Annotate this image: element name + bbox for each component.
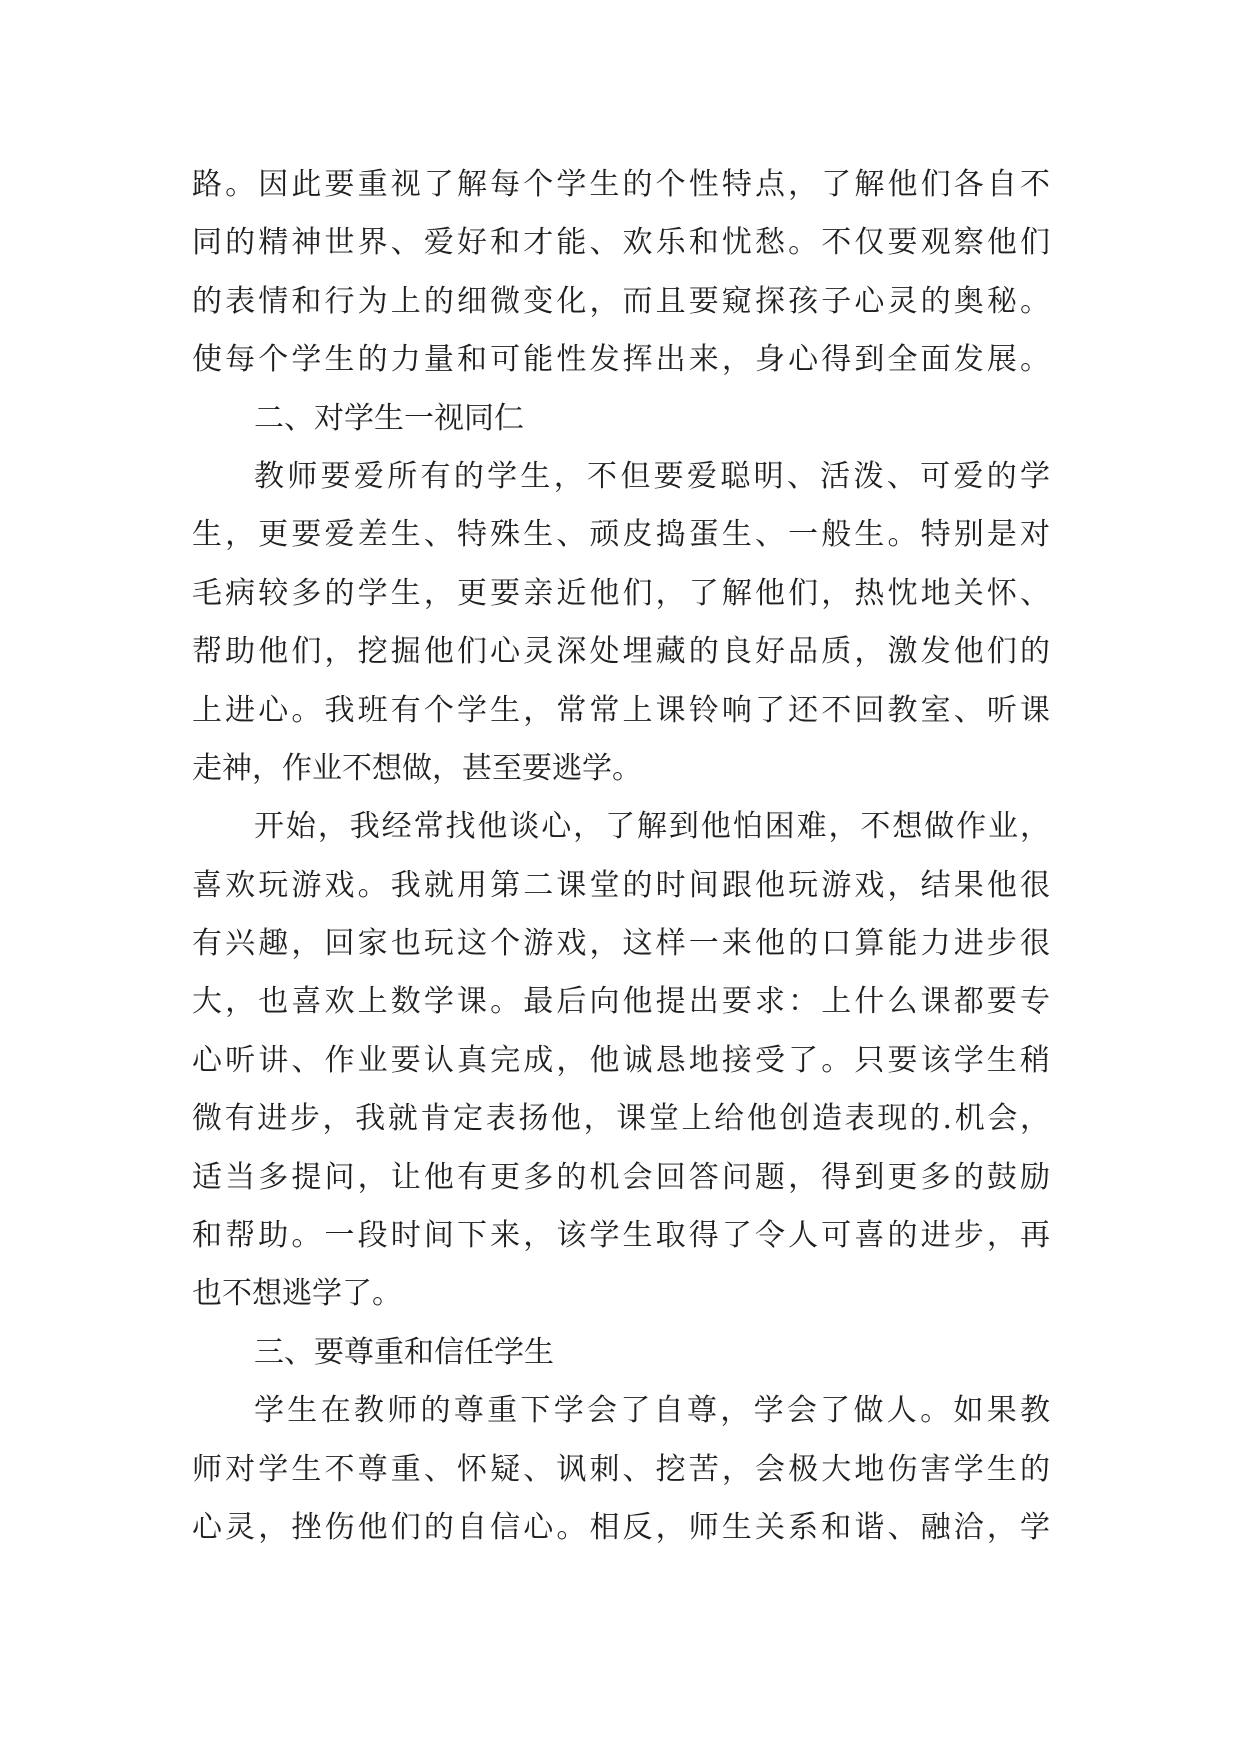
text-line: 心灵，挫伤他们的自信心。相反，师生关系和谐、融洽，学: [192, 1509, 1050, 1545]
text-line: 路。因此要重视了解每个学生的个性特点，了解他们各自不: [192, 167, 1050, 202]
text-line: 师对学生不尊重、怀疑、讽刺、挖苦，会极大地伤害学生的: [192, 1451, 1050, 1487]
text-line: 帮助他们，挖掘他们心灵深处埋藏的良好品质，激发他们的: [192, 634, 1050, 670]
text-line: 生，更要爱差生、特殊生、顽皮捣蛋生、一般生。特别是对: [192, 517, 1050, 553]
text-line: 喜欢玩游戏。我就用第二课堂的时间跟他玩游戏，结果他很: [192, 867, 1050, 903]
text-line: 使每个学生的力量和可能性发挥出来，身心得到全面发展。: [192, 342, 1050, 378]
text-line: 教师要爱所有的学生，不但要爱聪明、活泼、可爱的学: [254, 458, 1050, 494]
text-line: 和帮助。一段时间下来，该学生取得了令人可喜的进步，再: [192, 1218, 1050, 1254]
text-line: 毛病较多的学生，更要亲近他们，了解他们，热忱地关怀、: [192, 575, 1050, 611]
text-line: 有兴趣，回家也玩这个游戏，这样一来他的口算能力进步很: [192, 926, 1050, 962]
section-heading: 二、对学生一视同仁: [254, 400, 524, 436]
section-heading: 三、要尊重和信任学生: [254, 1334, 554, 1370]
text-line: 适当多提问，让他有更多的机会回答问题，得到更多的鼓励: [192, 1159, 1050, 1195]
text-line: 也不想逃学了。: [192, 1276, 402, 1312]
text-line: 走神，作业不想做，甚至要逃学。: [192, 750, 642, 786]
text-line: 大，也喜欢上数学课。最后向他提出要求：上什么课都要专: [192, 984, 1050, 1020]
body-text: [192, 156, 1050, 1557]
text-line: 心听讲、作业要认真完成，他诚恳地接受了。只要该学生稍: [192, 1042, 1050, 1078]
text-line: 同的精神世界、爱好和才能、欢乐和忧愁。不仅要观察他们: [192, 225, 1050, 261]
text-line: 的表情和行为上的细微变化，而且要窥探孩子心灵的奥秘。: [192, 283, 1050, 319]
text-line: 学生在教师的尊重下学会了自尊，学会了做人。如果教: [254, 1393, 1050, 1429]
text-line: 上进心。我班有个学生，常常上课铃响了还不回教室、听课: [192, 692, 1050, 728]
text-line: 微有进步，我就肯定表扬他，课堂上给他创造表现的.机会，: [192, 1101, 1050, 1137]
text-line: 开始，我经常找他谈心，了解到他怕困难，不想做作业，: [254, 809, 1050, 845]
